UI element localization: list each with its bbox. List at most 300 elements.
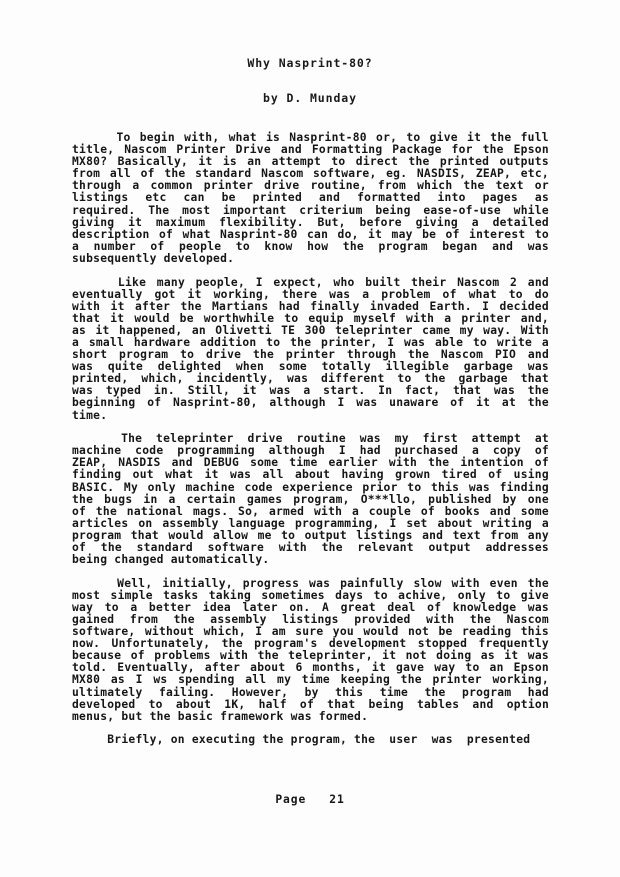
word: for: [451, 143, 473, 157]
word: typed: [105, 384, 142, 398]
word: I: [338, 444, 346, 458]
word: of: [445, 227, 460, 241]
word: without: [144, 625, 195, 639]
word: I: [135, 673, 143, 687]
word: 1K,: [224, 697, 246, 711]
word: I: [389, 516, 397, 530]
word: this: [520, 625, 549, 639]
word: a: [132, 179, 140, 193]
word: to: [281, 528, 296, 542]
word: am: [271, 625, 286, 639]
word: printer: [461, 311, 511, 325]
word: assembly: [210, 612, 267, 626]
word: and: [489, 504, 511, 518]
word: DEBUG: [203, 456, 240, 470]
word: had: [527, 685, 549, 699]
word: got: [154, 287, 176, 301]
word: or,: [376, 131, 398, 144]
word: while: [513, 203, 549, 217]
word: development: [328, 637, 407, 651]
word: problem: [381, 287, 431, 301]
word: be: [422, 227, 437, 241]
word: the: [290, 336, 312, 349]
word: it: [504, 649, 519, 663]
word: a: [72, 239, 80, 253]
word: attempt: [271, 155, 322, 169]
word: as: [72, 323, 87, 337]
word: of: [488, 468, 503, 482]
word: because: [72, 649, 122, 663]
page-footer: Page 21: [275, 793, 345, 806]
word: quite: [107, 360, 144, 374]
word: addition: [200, 336, 257, 349]
word: a: [168, 492, 176, 506]
word: although: [268, 444, 326, 458]
word: to: [397, 372, 412, 386]
word: it: [110, 311, 125, 325]
word: was: [72, 360, 94, 374]
word: Epson: [513, 661, 549, 675]
word: a: [541, 516, 549, 530]
word: to: [266, 336, 281, 349]
word: language: [228, 516, 286, 530]
word: what: [165, 468, 194, 482]
word: outputs: [499, 155, 549, 169]
word: start.: [323, 384, 366, 398]
word: A: [322, 600, 330, 614]
word: drive: [264, 179, 300, 193]
word: me: [257, 528, 272, 542]
word: it: [371, 661, 386, 675]
paragraph: [72, 132, 549, 265]
word: Epson: [513, 143, 549, 157]
word: But,: [317, 215, 346, 229]
word: assembly: [162, 516, 219, 530]
word: to: [331, 155, 346, 169]
word: printed: [439, 155, 490, 169]
word: writing: [482, 516, 532, 530]
word: after: [134, 299, 171, 313]
word: garbage: [458, 372, 508, 386]
word: the: [408, 155, 430, 169]
word: to: [508, 287, 523, 301]
word: couple: [368, 504, 412, 518]
text-line: [72, 494, 549, 506]
word: of: [420, 504, 435, 518]
word: 6: [295, 661, 303, 675]
word: about: [175, 697, 212, 711]
word: is: [265, 131, 281, 144]
word: first: [422, 432, 458, 446]
word: that: [72, 311, 101, 325]
word: invaded: [369, 299, 420, 313]
word: routine: [296, 432, 346, 446]
word: told.: [72, 661, 108, 675]
word: there: [281, 287, 318, 301]
word: of: [150, 239, 165, 253]
word: interest: [469, 227, 526, 241]
word: grown: [395, 468, 431, 482]
word: illegible: [385, 360, 450, 374]
word: be: [221, 191, 236, 205]
word: was: [527, 360, 549, 374]
word: the: [221, 637, 243, 651]
word: Earth.: [429, 299, 472, 313]
word: with: [220, 649, 249, 663]
word: Printer: [176, 143, 226, 157]
word: a: [351, 504, 360, 518]
word: Nascom: [506, 612, 549, 626]
word: the: [95, 504, 118, 518]
word: the: [180, 299, 202, 313]
text-line: [72, 699, 549, 711]
word: detailed: [492, 215, 549, 229]
word: myself: [353, 311, 397, 325]
word: finding: [499, 480, 549, 494]
word: hardware: [133, 336, 191, 349]
word: program: [119, 348, 169, 362]
word: ZEAP,: [475, 167, 512, 181]
word: as: [534, 191, 549, 205]
word: Nasprint-80: [220, 227, 298, 241]
word: that: [327, 697, 356, 711]
word: national: [126, 504, 184, 518]
word: giving: [72, 215, 115, 229]
word: different: [321, 372, 385, 386]
word: and,: [520, 311, 549, 325]
word: Package: [392, 143, 442, 157]
word: this: [430, 480, 460, 494]
word: delighted: [157, 360, 222, 374]
word: doing: [436, 649, 472, 663]
word: TE: [281, 323, 296, 337]
word: any: [527, 528, 549, 542]
word: a: [541, 336, 549, 349]
word: bugs: [104, 492, 133, 506]
word: Well,: [117, 576, 153, 590]
word: purchased: [394, 444, 459, 458]
word: of: [299, 697, 315, 711]
word: before: [359, 215, 402, 229]
word: experience: [282, 480, 353, 494]
word: programming: [177, 444, 255, 458]
word: a: [303, 384, 311, 398]
word: teleprinter,: [288, 649, 373, 663]
word: was: [527, 239, 549, 253]
word: Nasprint-80,: [173, 396, 258, 410]
word: by: [502, 492, 517, 506]
word: was: [286, 372, 309, 386]
word: of: [147, 396, 162, 410]
word: most: [182, 203, 211, 217]
text-line: [72, 289, 549, 301]
word: what: [228, 131, 257, 144]
word: the: [342, 239, 364, 253]
word: deal: [387, 600, 416, 614]
word: give: [520, 588, 549, 602]
word: gave: [396, 661, 425, 675]
word: printed: [252, 191, 303, 205]
word: was: [493, 384, 516, 398]
text-line: [72, 469, 549, 481]
text-line: [72, 397, 549, 409]
word: the: [463, 179, 485, 193]
word: it: [128, 215, 143, 229]
word: it: [110, 299, 125, 313]
word: to: [180, 348, 195, 362]
word: teleprinter: [156, 432, 234, 446]
word: of: [534, 456, 549, 470]
word: a: [362, 287, 370, 301]
word: working,: [213, 287, 271, 301]
word: in.: [153, 384, 175, 398]
word: began: [442, 239, 478, 253]
word: small: [88, 336, 125, 349]
word: was: [230, 468, 252, 482]
word: being: [368, 697, 404, 711]
word: problems: [154, 649, 211, 663]
word: NASDIS,: [416, 167, 467, 181]
word: after: [204, 661, 241, 675]
word: armed: [268, 504, 305, 518]
word: direct: [355, 155, 399, 169]
word: begin: [139, 131, 175, 144]
word: that: [520, 372, 549, 386]
word: with,: [184, 131, 220, 144]
word: through: [72, 179, 122, 193]
word: what: [182, 227, 211, 241]
word: was: [468, 480, 490, 494]
word: program: [462, 685, 512, 699]
word: PIO: [494, 348, 517, 362]
word: with: [72, 299, 101, 313]
word: that: [130, 528, 159, 542]
word: machine: [185, 480, 235, 494]
word: a: [130, 600, 138, 614]
word: of: [140, 167, 155, 181]
word: fact,: [404, 384, 441, 398]
word: relevant: [357, 541, 414, 554]
word: ease-of-use: [423, 203, 501, 217]
word: as: [110, 673, 125, 687]
word: painfully: [340, 576, 404, 590]
word: giving: [415, 215, 458, 229]
word: of: [427, 600, 442, 614]
word: to: [472, 336, 488, 349]
word: knowledge: [452, 600, 517, 614]
word: stopped: [417, 637, 468, 651]
word: do: [534, 287, 549, 301]
word: know: [264, 239, 293, 253]
word: program,: [293, 492, 350, 506]
word: Still,: [187, 384, 230, 398]
word: it: [198, 155, 213, 169]
word: attempt: [471, 432, 522, 446]
word: a: [72, 336, 80, 349]
word: The: [148, 203, 170, 217]
word: people,: [195, 275, 246, 289]
text-line: [72, 301, 549, 313]
word: now.: [72, 637, 101, 651]
word: of: [534, 444, 549, 458]
word: reading: [461, 625, 512, 639]
text-line: [72, 205, 549, 217]
word: working,: [492, 673, 549, 687]
word: with: [388, 456, 418, 470]
word: MX80: [72, 673, 101, 687]
word: some: [520, 504, 549, 518]
word: and: [492, 239, 514, 253]
word: standard: [195, 167, 252, 181]
word: To: [116, 131, 131, 144]
word: Eventually,: [117, 661, 195, 675]
word: and: [422, 528, 444, 542]
word: with: [278, 541, 307, 554]
text-line: [72, 506, 549, 518]
word: Martians: [212, 299, 269, 313]
word: etc,: [520, 167, 549, 181]
word: to: [407, 480, 422, 494]
word: games: [246, 492, 283, 506]
word: at: [534, 432, 549, 446]
word: only: [147, 480, 176, 494]
word: or: [534, 179, 549, 193]
paragraph: [72, 433, 549, 566]
word: how: [307, 239, 329, 253]
word: I: [255, 275, 263, 289]
word: Nascom: [124, 143, 167, 157]
word: Nascom: [261, 167, 304, 181]
word: Unfortunately,: [111, 637, 211, 651]
word: eventually: [72, 287, 143, 301]
word: My: [123, 480, 139, 494]
word: days: [335, 588, 364, 602]
word: the: [252, 348, 275, 362]
word: which,: [141, 372, 184, 386]
word: title,: [72, 143, 115, 157]
word: addresses: [485, 541, 549, 554]
word: way.: [483, 323, 512, 337]
word: So,: [238, 504, 260, 518]
word: Nascom: [457, 275, 500, 289]
word: tables: [416, 697, 460, 711]
word: BASIC.: [72, 480, 115, 494]
word: it: [242, 384, 257, 398]
word: the: [257, 649, 279, 663]
word: which: [417, 179, 453, 193]
word: published: [428, 492, 492, 506]
text-line: [72, 217, 549, 229]
word: way: [72, 600, 94, 614]
word: worthwhile: [203, 311, 275, 325]
word: 300: [304, 323, 326, 337]
word: to: [284, 311, 299, 325]
paragraph: [72, 277, 549, 422]
word: even: [489, 576, 518, 590]
text-line: menus, but the basic framework was formed.: [72, 709, 369, 723]
word: software,: [313, 167, 377, 181]
word: an: [191, 323, 206, 337]
word: the: [482, 143, 504, 157]
text-line: Briefly, on executing the program, the user was presented: [72, 733, 531, 747]
word: Like: [117, 275, 147, 289]
word: failing.: [158, 685, 216, 699]
word: The: [121, 432, 143, 446]
word: formatted: [357, 191, 421, 205]
word: to: [534, 227, 549, 241]
word: and: [527, 348, 549, 362]
word: which,: [203, 625, 246, 639]
word: etc: [145, 191, 167, 205]
word: listings: [72, 191, 129, 205]
word: of: [130, 649, 145, 663]
word: when: [235, 360, 265, 374]
word: of: [72, 541, 87, 554]
word: time: [379, 685, 409, 699]
word: to: [104, 600, 119, 614]
word: description: [72, 227, 150, 241]
word: only: [457, 588, 486, 602]
word: slow: [413, 576, 442, 590]
word: from: [72, 167, 101, 181]
word: about: [250, 661, 286, 675]
word: and: [472, 697, 494, 711]
word: the: [400, 673, 422, 687]
word: pages: [482, 191, 518, 205]
word: that: [452, 384, 482, 398]
word: printer,: [321, 336, 378, 349]
word: an: [489, 661, 504, 675]
line-indent: [72, 578, 107, 590]
word: listings: [282, 612, 339, 626]
word: full: [520, 131, 549, 144]
word: ws: [153, 673, 168, 687]
word: not: [405, 649, 427, 663]
word: in: [143, 492, 158, 506]
word: built: [365, 275, 401, 289]
word: the: [428, 456, 450, 470]
word: had: [278, 299, 300, 313]
word: Formatting: [311, 143, 383, 157]
text-line: [72, 674, 549, 686]
word: software,: [72, 625, 136, 639]
word: earlier: [328, 456, 378, 470]
text-line: [72, 277, 549, 289]
word: having: [341, 468, 384, 482]
word: I: [387, 336, 395, 349]
text-line: subsequently developed.: [72, 251, 235, 265]
word: the: [72, 492, 94, 506]
body-text-column: [72, 132, 549, 758]
word: routine,: [310, 179, 367, 193]
paragraph: [72, 734, 549, 746]
word: gained: [72, 612, 115, 626]
word: provided: [354, 612, 411, 626]
word: intention: [460, 456, 524, 470]
word: was: [269, 384, 291, 398]
word: and: [318, 191, 341, 205]
word: and: [527, 275, 549, 289]
word: out: [132, 468, 154, 482]
word: set: [406, 516, 428, 530]
word: equip: [308, 311, 344, 325]
word: machine: [72, 444, 122, 458]
word: simple: [110, 588, 153, 602]
word: the: [527, 576, 549, 590]
word: I: [482, 299, 490, 313]
word: totally: [321, 360, 371, 374]
word: one: [527, 492, 549, 506]
